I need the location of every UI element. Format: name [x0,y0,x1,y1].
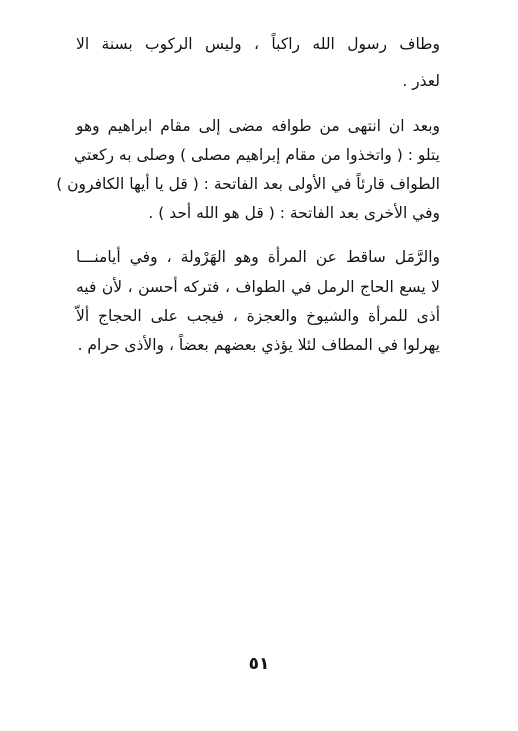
paragraph-2-line-4: وفي الأخرى بعد الفاتحة : ( قل هو الله أحد ) . [148,204,440,222]
paragraph-2-line-3: الطواف قارئاً في الأولى بعد الفاتحة : ( قل يا أيها الكافرون ) [56,175,440,193]
paragraph-3-line-1: والرَّمَل ساقط عن المرأة وهو الهَرْولة ، وفي أيامنـــا [76,248,440,266]
paragraph-1-line-1: وطاف رسول الله راكباً ، وليس الركوب بسنة الا [76,35,440,53]
paragraph-3-line-3: أذى للمرأة والشيوخ والعجزة ، فيجب على الحجاج ألاّ [76,307,440,325]
paragraph-3-line-2: لا يسع الحاج الرمل في الطواف ، فتركه أحسن ، لأن فيه [76,278,440,296]
paragraph-2-line-2: يتلو : ( واتخذوا من مقام إبراهيم مصلى ) وصلى به ركعتي [74,146,440,164]
paragraph-1-line-2: لعذر . [402,72,440,90]
page-number: ٥١ [248,654,270,674]
paragraph-3-line-4: يهرلوا في المطاف لئلا يؤذي بعضهم بعضاً ، والأذى حرام . [77,336,440,354]
paragraph-2-line-1: وبعد ان انتهى من طوافه مضى إلى مقام ابراهيم وهو [76,117,440,135]
